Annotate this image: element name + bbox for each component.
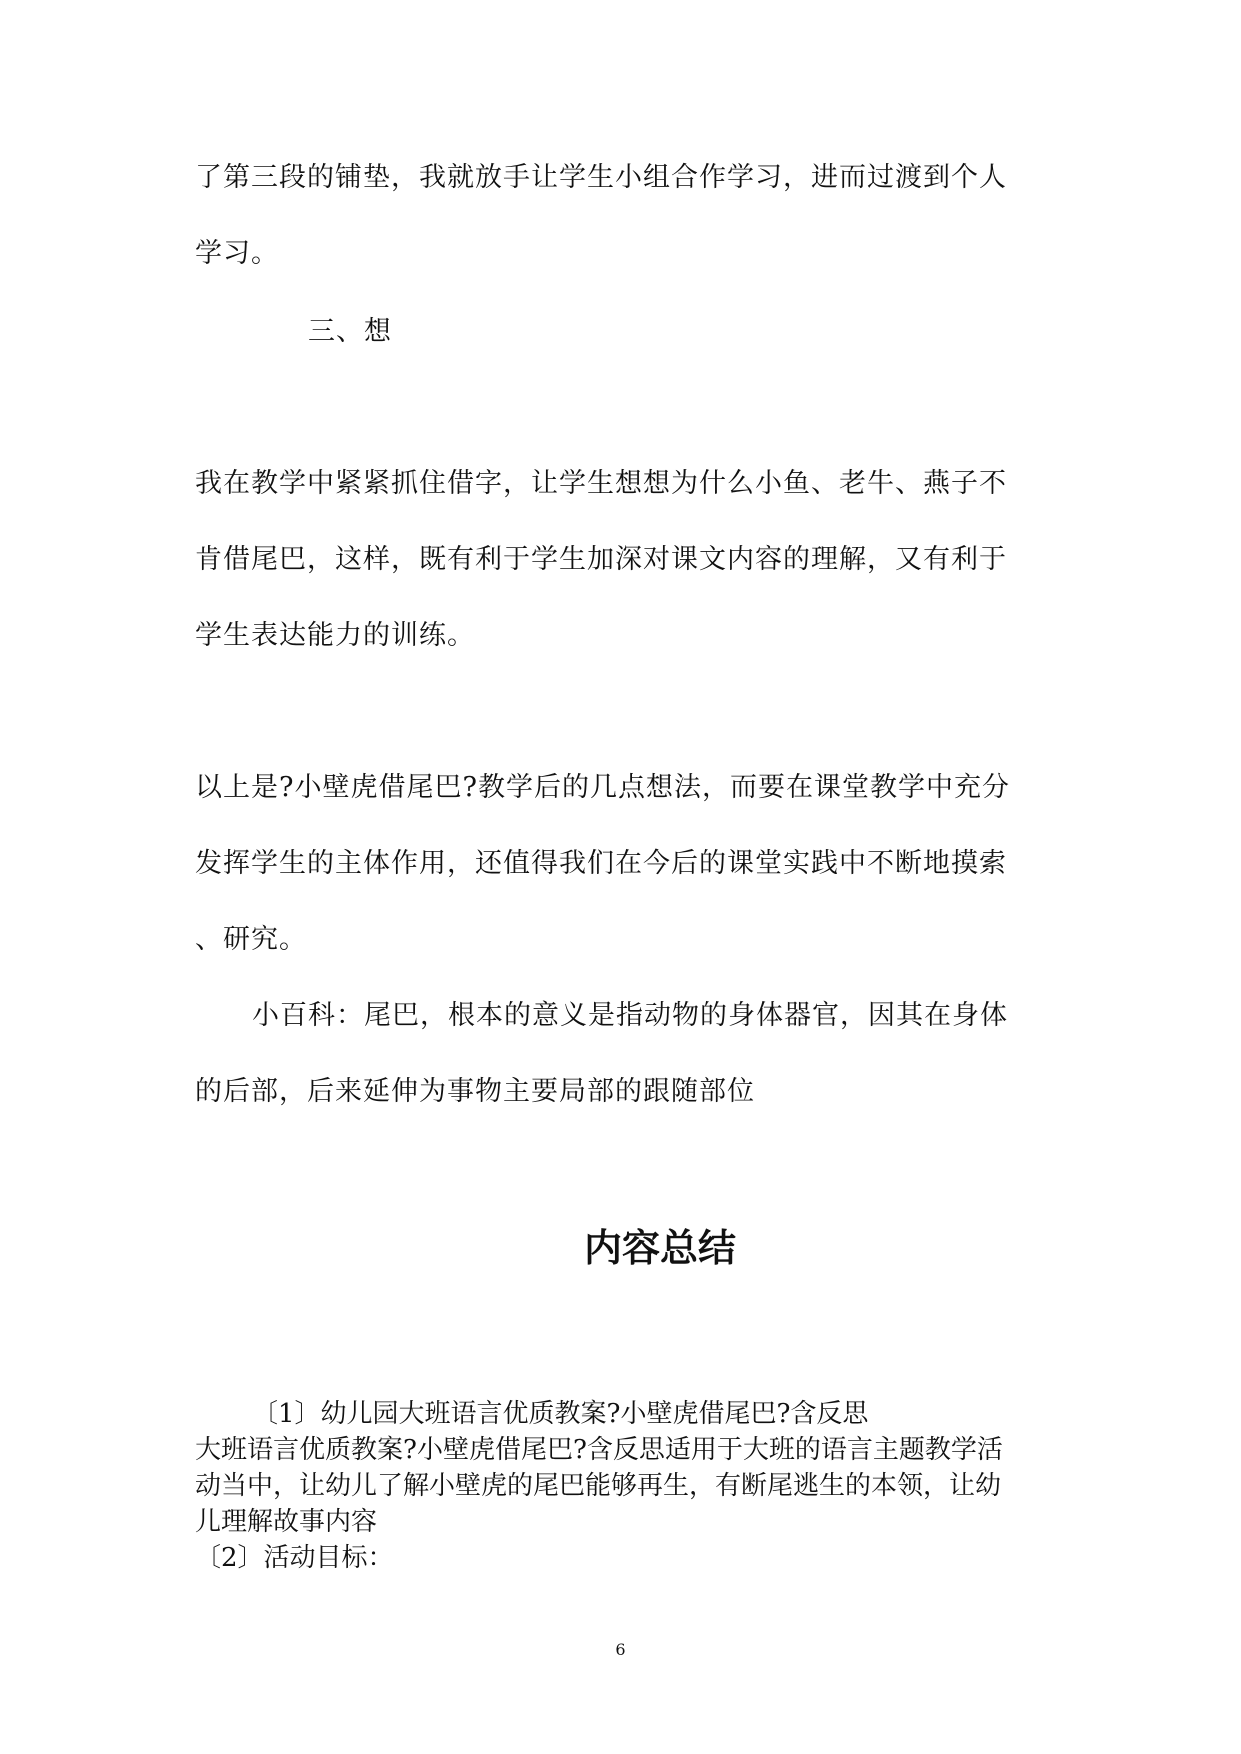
paragraph-4-line-1: 小百科：尾巴，根本的意义是指动物的身体器官，因其在身体	[252, 1000, 1008, 1031]
paragraph-3-line-3: 、研究。	[195, 924, 307, 955]
summary-item-1-title: 〔1〕幼儿园大班语言优质教案?小壁虎借尾巴?含反思	[252, 1399, 869, 1429]
summary-title: 内容总结	[583, 1226, 736, 1270]
paragraph-3-line-2: 发挥学生的主体作用，还值得我们在今后的课堂实践中不断地摸索	[195, 848, 1007, 879]
paragraph-1-line-2: 学习。	[195, 238, 279, 269]
summary-item-1-line-3: 儿理解故事内容	[195, 1507, 378, 1537]
paragraph-2-line-2: 肯借尾巴，这样，既有利于学生加深对课文内容的理解，又有利于	[195, 544, 1007, 575]
page-number: 6	[615, 1640, 626, 1659]
paragraph-1-line-1: 了第三段的铺垫，我就放手让学生小组合作学习，进而过渡到个人	[195, 162, 1007, 193]
paragraph-2-line-3: 学生表达能力的训练。	[195, 620, 475, 651]
paragraph-2-line-1: 我在教学中紧紧抓住借字，让学生想想为什么小鱼、老牛、燕子不	[195, 468, 1007, 499]
summary-item-2-title: 〔2〕活动目标：	[195, 1543, 394, 1573]
paragraph-4-line-2: 的后部，后来延伸为事物主要局部的跟随部位	[195, 1076, 755, 1107]
section-heading-three: 三、想	[308, 316, 392, 347]
summary-item-1-line-2: 动当中，让幼儿了解小壁虎的尾巴能够再生，有断尾逃生的本领，让幼	[195, 1471, 1002, 1501]
summary-item-1-line-1: 大班语言优质教案?小壁虎借尾巴?含反思适用于大班的语言主题教学活	[195, 1435, 1003, 1465]
paragraph-3-line-1: 以上是?小壁虎借尾巴?教学后的几点想法，而要在课堂教学中充分	[195, 772, 1010, 803]
